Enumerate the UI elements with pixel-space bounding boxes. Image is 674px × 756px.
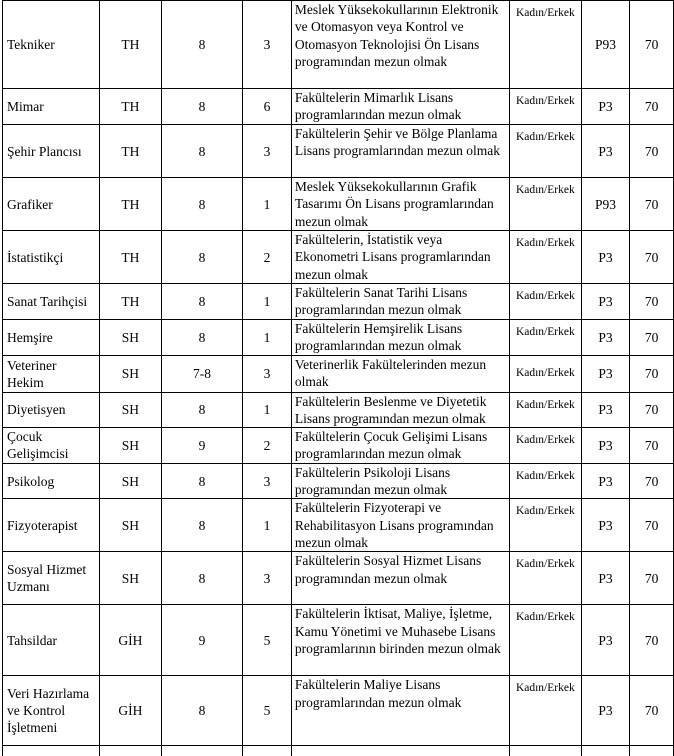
grade-cell: 8 [161, 320, 242, 356]
table-row [3, 605, 674, 676]
score-type-cell: P3 [581, 355, 630, 392]
empty-cell [630, 746, 674, 756]
score-type-cell: P3 [581, 392, 630, 428]
grade-cell: 8 [161, 392, 242, 428]
gender-cell: Kadın/Erkek [510, 392, 582, 428]
count-cell: 1 [243, 320, 292, 356]
score-type-cell: P93 [581, 1, 630, 89]
min-score-cell: 70 [630, 552, 674, 605]
min-score-cell: 70 [630, 178, 674, 231]
qualification-cell: Fakültelerin İktisat, Maliye, İşletme, Kamu Yönetimi ve Muhasebe Lisans programlarının birinden mezun olmak [291, 605, 509, 676]
count-cell: 5 [243, 605, 292, 676]
position-title-cell: Mimar [3, 89, 100, 125]
min-score-cell: 70 [630, 392, 674, 428]
min-score-cell: 70 [630, 463, 674, 499]
table-row [3, 552, 674, 605]
qualification-cell: Fakültelerin, İstatistik veya Ekonometri Lisans programlarından mezun olmak [291, 231, 509, 284]
grade-cell: 9 [161, 605, 242, 676]
count-cell: 3 [243, 125, 292, 178]
positions-table [2, 0, 674, 756]
empty-cell [3, 746, 100, 756]
class-cell: SH [99, 463, 161, 499]
table-row [3, 89, 674, 125]
count-cell: 2 [243, 231, 292, 284]
score-type-cell: P3 [581, 463, 630, 499]
position-title-cell: Tekniker [3, 1, 100, 89]
class-cell: SH [99, 428, 161, 464]
position-title-cell: Tahsildar [3, 605, 100, 676]
grade-cell: 8 [161, 89, 242, 125]
count-cell: 2 [243, 428, 292, 464]
count-cell: 3 [243, 552, 292, 605]
grade-cell: 8 [161, 552, 242, 605]
min-score-cell: 70 [630, 605, 674, 676]
gender-cell: Kadın/Erkek [510, 284, 582, 320]
score-type-cell: P3 [581, 284, 630, 320]
score-type-cell: P3 [581, 605, 630, 676]
empty-cell [161, 746, 242, 756]
grade-cell: 8 [161, 1, 242, 89]
grade-cell: 8 [161, 284, 242, 320]
qualification-cell: Fakültelerin Fizyoterapi ve Rehabilitasyon Lisans programından mezun olmak [291, 499, 509, 552]
grade-cell: 8 [161, 178, 242, 231]
empty-cell [510, 746, 582, 756]
position-title-cell: Psikolog [3, 463, 100, 499]
gender-cell: Kadın/Erkek [510, 428, 582, 464]
min-score-cell: 70 [630, 284, 674, 320]
min-score-cell: 70 [630, 428, 674, 464]
empty-cell [243, 746, 292, 756]
gender-cell: Kadın/Erkek [510, 499, 582, 552]
table-row [3, 125, 674, 178]
score-type-cell: P3 [581, 552, 630, 605]
count-cell: 6 [243, 89, 292, 125]
grade-cell: 8 [161, 499, 242, 552]
grade-cell: 8 [161, 463, 242, 499]
gender-cell: Kadın/Erkek [510, 355, 582, 392]
class-cell: TH [99, 231, 161, 284]
gender-cell: Kadın/Erkek [510, 605, 582, 676]
table-row [3, 355, 674, 392]
qualification-cell: Meslek Yüksekokullarının Grafik Tasarımı Ön Lisans programlarından mezun olmak [291, 178, 509, 231]
table-row [3, 1, 674, 89]
position-title-cell: Fizyoterapist [3, 499, 100, 552]
class-cell: GİH [99, 676, 161, 746]
score-type-cell: P3 [581, 125, 630, 178]
class-cell: SH [99, 320, 161, 356]
count-cell: 3 [243, 463, 292, 499]
count-cell: 1 [243, 499, 292, 552]
qualification-cell: Veterinerlik Fakültelerinden mezun olmak [291, 355, 509, 392]
table-row [3, 463, 674, 499]
gender-cell: Kadın/Erkek [510, 125, 582, 178]
score-type-cell: P3 [581, 231, 630, 284]
position-title-cell: Çocuk Gelişimcisi [3, 428, 100, 464]
table-row [3, 676, 674, 746]
score-type-cell: P3 [581, 499, 630, 552]
gender-cell: Kadın/Erkek [510, 1, 582, 89]
position-title-cell: Veteriner Hekim [3, 355, 100, 392]
table-row-partial [3, 746, 674, 756]
count-cell: 1 [243, 392, 292, 428]
qualification-cell: Fakültelerin Sosyal Hizmet Lisans programından mezun olmak [291, 552, 509, 605]
min-score-cell: 70 [630, 355, 674, 392]
class-cell: TH [99, 89, 161, 125]
count-cell: 3 [243, 355, 292, 392]
table-row [3, 428, 674, 464]
empty-cell [99, 746, 161, 756]
position-title-cell: Veri Hazırlama ve Kontrol İşletmeni [3, 676, 100, 746]
position-title-cell: İstatistikçi [3, 231, 100, 284]
grade-cell: 7-8 [161, 355, 242, 392]
min-score-cell: 70 [630, 125, 674, 178]
count-cell: 5 [243, 676, 292, 746]
qualification-cell: Fakültelerin Çocuk Gelişimi Lisans programlarından mezun olmak [291, 428, 509, 464]
table-row [3, 392, 674, 428]
gender-cell: Kadın/Erkek [510, 676, 582, 746]
grade-cell: 8 [161, 231, 242, 284]
grade-cell: 9 [161, 428, 242, 464]
table-body [3, 1, 674, 756]
position-title-cell: Şehir Plancısı [3, 125, 100, 178]
class-cell: TH [99, 284, 161, 320]
count-cell: 1 [243, 178, 292, 231]
min-score-cell: 70 [630, 89, 674, 125]
qualification-cell: Fakültelerin Hemşirelik Lisans programlarından mezun olmak [291, 320, 509, 356]
position-title-cell: Sosyal Hizmet Uzmanı [3, 552, 100, 605]
class-cell: SH [99, 392, 161, 428]
position-title-cell: Diyetisyen [3, 392, 100, 428]
score-type-cell: P3 [581, 320, 630, 356]
score-type-cell: P3 [581, 676, 630, 746]
position-title-cell: Hemşire [3, 320, 100, 356]
count-cell: 3 [243, 1, 292, 89]
class-cell: TH [99, 1, 161, 89]
min-score-cell: 70 [630, 231, 674, 284]
gender-cell: Kadın/Erkek [510, 178, 582, 231]
class-cell: SH [99, 499, 161, 552]
class-cell: GİH [99, 605, 161, 676]
score-type-cell: P3 [581, 428, 630, 464]
qualification-cell: Fakültelerin Sanat Tarihi Lisans programlarından mezun olmak [291, 284, 509, 320]
position-title-cell: Grafiker [3, 178, 100, 231]
min-score-cell: 70 [630, 676, 674, 746]
grade-cell: 8 [161, 676, 242, 746]
min-score-cell: 70 [630, 320, 674, 356]
empty-cell [291, 746, 509, 756]
position-title-cell: Sanat Tarihçisi [3, 284, 100, 320]
score-type-cell: P3 [581, 89, 630, 125]
class-cell: SH [99, 552, 161, 605]
table-row [3, 284, 674, 320]
qualification-cell: Fakültelerin Psikoloji Lisans programından mezun olmak [291, 463, 509, 499]
grade-cell: 8 [161, 125, 242, 178]
table-row [3, 231, 674, 284]
qualification-cell: Fakültelerin Mimarlık Lisans programlarından mezun olmak [291, 89, 509, 125]
min-score-cell: 70 [630, 1, 674, 89]
min-score-cell: 70 [630, 499, 674, 552]
count-cell: 1 [243, 284, 292, 320]
gender-cell: Kadın/Erkek [510, 89, 582, 125]
gender-cell: Kadın/Erkek [510, 231, 582, 284]
class-cell: SH [99, 355, 161, 392]
gender-cell: Kadın/Erkek [510, 463, 582, 499]
table-row [3, 499, 674, 552]
qualification-cell: Fakültelerin Şehir ve Bölge Planlama Lisans programlarından mezun olmak [291, 125, 509, 178]
table-row [3, 320, 674, 356]
score-type-cell: P93 [581, 178, 630, 231]
qualification-cell: Fakültelerin Beslenme ve Diyetetik Lisans programından mezun olmak [291, 392, 509, 428]
qualification-cell: Fakültelerin Maliye Lisans programlarından mezun olmak [291, 676, 509, 746]
gender-cell: Kadın/Erkek [510, 552, 582, 605]
empty-cell [581, 746, 630, 756]
class-cell: TH [99, 125, 161, 178]
gender-cell: Kadın/Erkek [510, 320, 582, 356]
table-row [3, 178, 674, 231]
qualification-cell: Meslek Yüksekokullarının Elektronik ve Otomasyon veya Kontrol ve Otomasyon Teknolojisi Ön Lisans programından mezun olmak [291, 1, 509, 89]
class-cell: TH [99, 178, 161, 231]
